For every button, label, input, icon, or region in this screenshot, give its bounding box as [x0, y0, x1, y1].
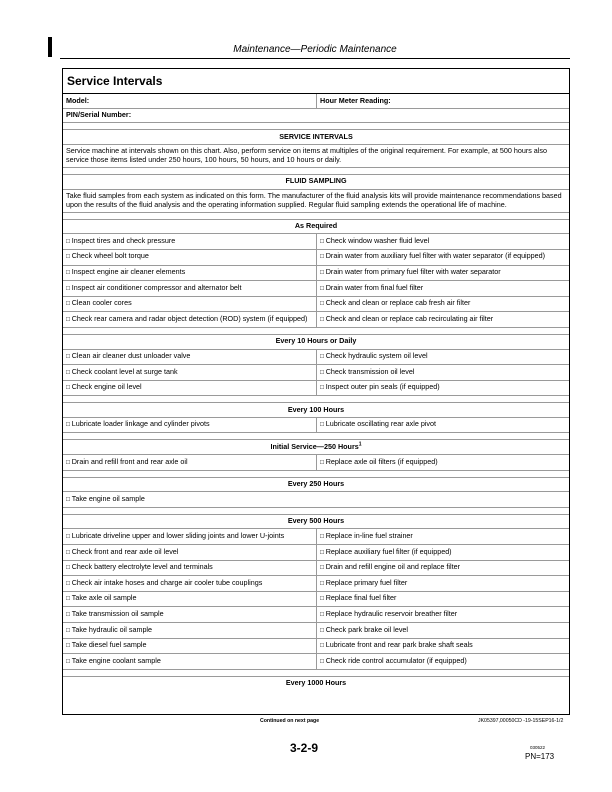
spacer-row: [63, 669, 569, 676]
spacer-row: [63, 470, 569, 477]
section-heading-row: [63, 477, 569, 492]
footnote-marker: 1: [358, 441, 362, 448]
checklist-item[interactable]: □ Check window washer fluid level: [316, 234, 569, 249]
checklist-item[interactable]: □ Check engine oil level: [63, 381, 316, 396]
checklist-item[interactable]: □ Check park brake oil level: [316, 623, 569, 638]
checklist-row: [63, 265, 569, 281]
checklist-item[interactable]: □ Drain water from primary fuel filter with water separator: [316, 266, 569, 281]
checklist-item[interactable]: □ Take diesel fuel sample: [63, 639, 316, 654]
checklist-item[interactable]: □ Check transmission oil level: [316, 365, 569, 380]
checklist-row: [63, 417, 569, 433]
small-code: 030522: [530, 745, 546, 750]
checklist-row: [63, 653, 569, 669]
checklist-row: [63, 364, 569, 380]
checklist-item[interactable]: □ Drain and refill engine oil and replace filter: [316, 561, 569, 576]
checklist-row: [63, 560, 569, 576]
page-number: 3-2-9: [290, 741, 319, 755]
checklist-item[interactable]: □ Lubricate front and rear park brake shaft seals: [316, 639, 569, 654]
every-100-heading: Every 100 Hours: [287, 404, 345, 414]
every-500-heading: Every 500 Hours: [287, 516, 345, 526]
checklist-item[interactable]: □ Lubricate oscillating rear axle pivot: [316, 418, 569, 433]
hour-meter-field[interactable]: Hour Meter Reading:: [316, 94, 569, 108]
checklist-item[interactable]: □ Check front and rear axle oil level: [63, 545, 316, 560]
page-header: Maintenance—Periodic Maintenance: [233, 44, 397, 55]
service-intervals-form: [62, 68, 570, 715]
checklist-item[interactable]: □ Take axle oil sample: [63, 592, 316, 607]
section-heading-row: [63, 219, 569, 234]
checklist-row: [63, 491, 569, 507]
checklist-row: [63, 233, 569, 249]
pin-field[interactable]: PIN/Serial Number:: [66, 110, 132, 120]
checklist-row: [63, 249, 569, 265]
checklist-row: [63, 622, 569, 638]
checklist-item[interactable]: □ Check and clean or replace cab fresh air filter: [316, 297, 569, 312]
checklist-row: [63, 591, 569, 607]
text-row: [63, 189, 569, 212]
checklist-item[interactable]: □ Clean air cleaner dust unloader valve: [63, 350, 316, 365]
checklist-item[interactable]: □ Check ride control accumulator (if equipped): [316, 654, 569, 669]
spacer-row: [63, 167, 569, 174]
checklist-item[interactable]: □ Take engine oil sample: [63, 492, 569, 507]
checklist-item[interactable]: □ Inspect tires and check pressure: [63, 234, 316, 249]
checklist-item[interactable]: □ Check rear camera and radar object detection (ROD) system (if equipped): [63, 312, 316, 327]
section-heading-row: [63, 334, 569, 349]
section-heading-row: [63, 174, 569, 189]
checklist-item[interactable]: □ Take transmission oil sample: [63, 607, 316, 622]
spacer-row: [63, 507, 569, 514]
spacer-row: [63, 327, 569, 334]
checklist-item[interactable]: □ Replace hydraulic reservoir breather filter: [316, 607, 569, 622]
spacer-row: [63, 212, 569, 219]
checklist-item[interactable]: □ Replace in-line fuel strainer: [316, 529, 569, 544]
pn-number: PN=173: [525, 752, 555, 761]
checklist-item[interactable]: □ Clean cooler cores: [63, 297, 316, 312]
initial-250-heading-text: Initial Service—250 Hours: [270, 441, 359, 451]
checklist-item[interactable]: □ Check coolant level at surge tank: [63, 365, 316, 380]
fluid-sampling-text: Take fluid samples from each system as indicated on this form. The manufacturer of the fluid analysis kits will provide maintenance recommendations based upon the results of the fluid analysis and the operating information supplied. Regular fluid sampling extends the operational life of machine.: [66, 191, 562, 209]
spacer-row: [63, 432, 569, 439]
as-required-heading: As Required: [294, 221, 338, 231]
checklist-item[interactable]: □ Check and clean or replace cab recirculating air filter: [316, 312, 569, 327]
section-heading-row: [63, 514, 569, 529]
model-row: [63, 93, 569, 108]
section-heading-row: [63, 676, 569, 691]
checklist-item[interactable]: □ Inspect air conditioner compressor and alternator belt: [63, 281, 316, 296]
checklist-row: [63, 544, 569, 560]
pin-row: [63, 108, 569, 123]
every-1000-heading: Every 1000 Hours: [285, 678, 347, 688]
checklist-item[interactable]: □ Drain water from auxiliary fuel filter with water separator (if equipped): [316, 250, 569, 265]
checklist-item[interactable]: □ Drain water from final fuel filter: [316, 281, 569, 296]
section-heading-row: [63, 402, 569, 417]
checklist-item[interactable]: □ Take engine coolant sample: [63, 654, 316, 669]
service-intervals-heading: SERVICE INTERVALS: [279, 131, 353, 141]
checklist-row: [63, 296, 569, 312]
checklist-row: [63, 454, 569, 470]
checklist-item[interactable]: □ Drain and refill front and rear axle oil: [63, 455, 316, 470]
form-title: Service Intervals: [67, 74, 163, 88]
spacer-row: [63, 122, 569, 129]
every-250-heading: Every 250 Hours: [287, 479, 345, 489]
checklist-row: [63, 311, 569, 327]
section-heading-row: [63, 439, 569, 454]
checklist-item[interactable]: □ Replace auxiliary fuel filter (if equipped): [316, 545, 569, 560]
document-code: JK05397,00050CD -19-15SEP16-1/2: [478, 718, 564, 724]
checklist-item[interactable]: □ Take hydraulic oil sample: [63, 623, 316, 638]
margin-bar: [48, 37, 52, 57]
checklist-row: [63, 380, 569, 396]
header-rule: [60, 58, 570, 59]
checklist-item[interactable]: □ Replace primary fuel filter: [316, 576, 569, 591]
fluid-sampling-heading: FLUID SAMPLING: [285, 176, 347, 186]
every-10-heading: Every 10 Hours or Daily: [275, 336, 357, 346]
checklist-item[interactable]: □ Check hydraulic system oil level: [316, 350, 569, 365]
checklist-row: [63, 528, 569, 544]
checklist-item[interactable]: □ Lubricate loader linkage and cylinder pivots: [63, 418, 316, 433]
spacer-row: [63, 395, 569, 402]
text-row: [63, 144, 569, 167]
checklist-item[interactable]: □ Inspect outer pin seals (if equipped): [316, 381, 569, 396]
checklist-item[interactable]: □ Check air intake hoses and charge air cooler tube couplings: [63, 576, 316, 591]
checklist-row: [63, 606, 569, 622]
section-heading-row: [63, 129, 569, 144]
checklist-item[interactable]: □ Inspect engine air cleaner elements: [63, 266, 316, 281]
checklist-row: [63, 280, 569, 296]
model-field[interactable]: Model:: [66, 95, 90, 105]
checklist-item[interactable]: □ Replace axle oil filters (if equipped): [316, 455, 569, 470]
initial-250-heading: [63, 440, 569, 454]
checklist-row: [63, 638, 569, 654]
checklist-item[interactable]: □ Lubricate driveline upper and lower sliding joints and lower U-joints: [63, 529, 316, 544]
checklist-item[interactable]: □ Replace final fuel filter: [316, 592, 569, 607]
checklist-row: [63, 349, 569, 365]
checklist-row: [63, 575, 569, 591]
service-intervals-text: Service machine at intervals shown on this chart. Also, perform service on items at multiples of the original requirement. For example, at 500 hours also service those items listed under 250 hours, 100 hours, 50 hours, and 10 hours or daily.: [66, 146, 547, 164]
checklist-item[interactable]: □ Check battery electrolyte level and terminals: [63, 561, 316, 576]
checklist-item[interactable]: □ Check wheel bolt torque: [63, 250, 316, 265]
continued-note: Continued on next page: [260, 718, 320, 724]
